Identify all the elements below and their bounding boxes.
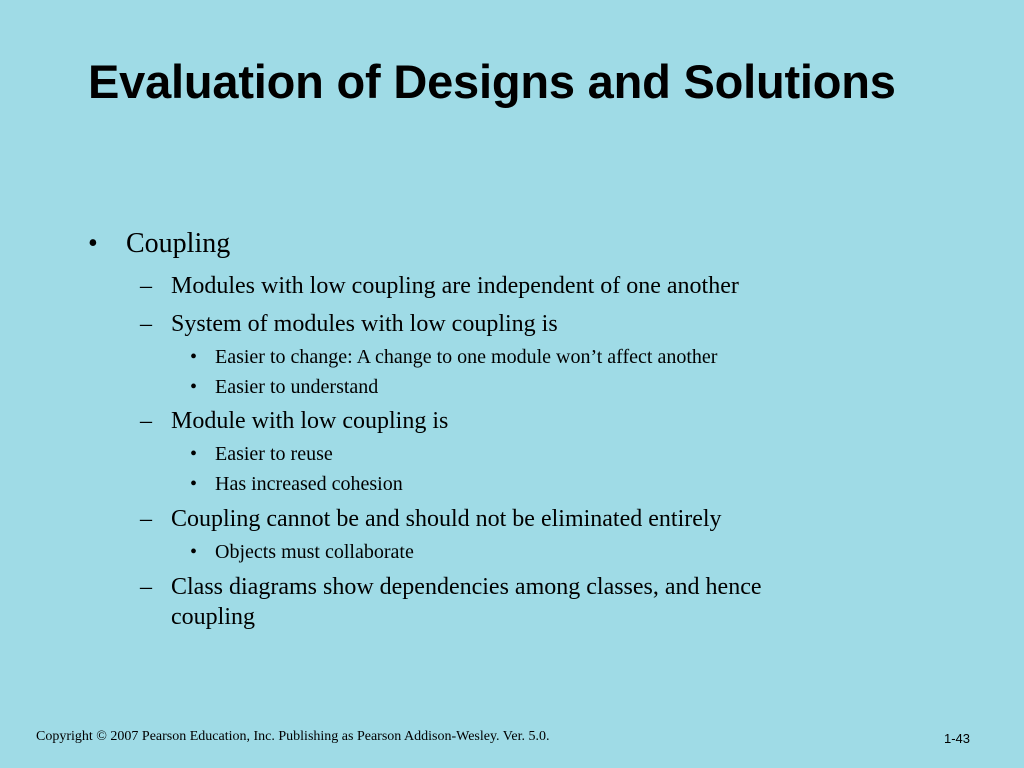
page-number: 1-43	[943, 731, 970, 746]
bullet-text: Easier to reuse	[215, 443, 333, 465]
bullet-text: Class diagrams show dependencies among classes, and hence	[171, 574, 762, 600]
bullet-marker: •	[190, 346, 198, 368]
bullet-marker: •	[190, 443, 198, 465]
bullet-text: Easier to understand	[215, 376, 379, 398]
dash-marker: –	[140, 273, 152, 299]
bullet-text: coupling	[171, 604, 255, 630]
bullet-marker: •	[190, 376, 198, 398]
bullet-text: Objects must collaborate	[215, 541, 414, 563]
bullet-marker: •	[190, 473, 198, 495]
bullet-text: Easier to change: A change to one module won’t affect another	[215, 346, 718, 368]
bullet-text: Modules with low coupling are independent of one another	[171, 273, 739, 299]
bullet-text: Has increased cohesion	[215, 473, 403, 495]
dash-marker: –	[140, 574, 152, 600]
bullet-text: Coupling	[126, 228, 231, 259]
slide-title: Evaluation of Designs and Solutions	[88, 55, 896, 108]
bullet-marker: •	[190, 541, 198, 563]
copyright-footer: Copyright © 2007 Pearson Education, Inc. Publishing as Pearson Addison-Wesley. Ver. 5.0.	[36, 729, 550, 744]
dash-marker: –	[140, 506, 152, 532]
bullet-text: System of modules with low coupling is	[171, 311, 558, 337]
bullet-text: Coupling cannot be and should not be eliminated entirely	[171, 506, 722, 532]
dash-marker: –	[140, 408, 152, 434]
bullet-marker: •	[88, 228, 98, 259]
bullet-text: Module with low coupling is	[171, 408, 449, 434]
dash-marker: –	[140, 311, 152, 337]
